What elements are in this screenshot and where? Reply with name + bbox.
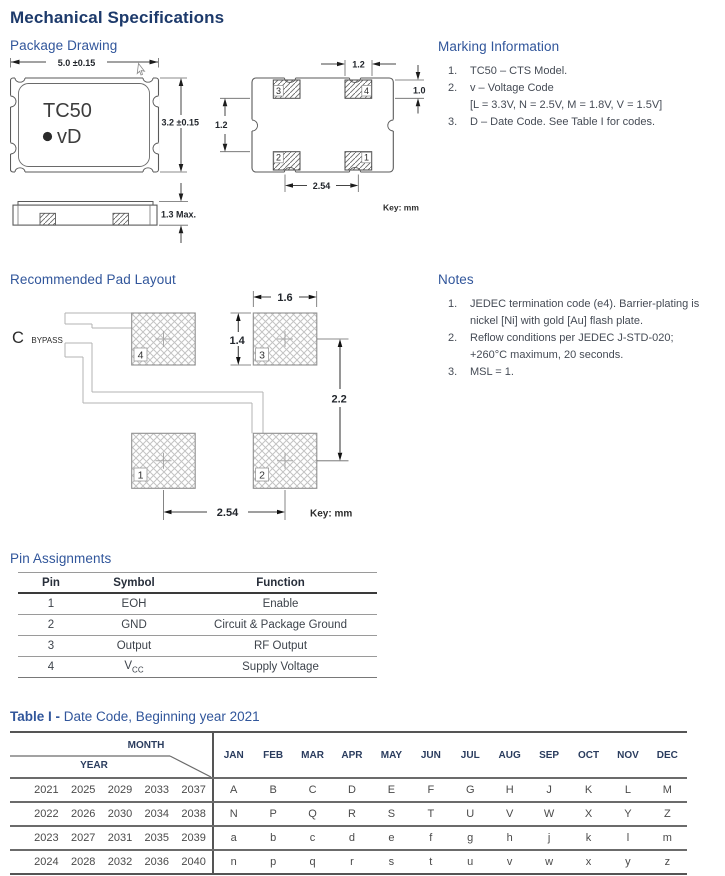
month-header: DEC <box>656 749 678 761</box>
list-item <box>448 63 718 80</box>
code-cell: c <box>309 832 316 844</box>
year-cell: 2022 <box>34 808 59 820</box>
code-cell: w <box>545 856 554 868</box>
table-row <box>10 827 687 851</box>
list-item-number: 2. <box>448 332 458 344</box>
code-cell: T <box>427 808 435 820</box>
code-cell: p <box>270 856 277 868</box>
svg-text:2.2: 2.2 <box>331 393 347 406</box>
code-group <box>212 779 687 801</box>
svg-text:2.54: 2.54 <box>312 181 331 191</box>
pin1-dot <box>43 132 52 141</box>
code-cell: l <box>626 832 630 844</box>
table-row <box>10 779 687 803</box>
units-key: Key: mm <box>383 202 419 213</box>
code-cell: N <box>229 808 238 820</box>
dimension-layout-pad-height <box>228 313 251 365</box>
year-cell: 2029 <box>107 784 133 796</box>
bypass-capacitor-label: C BYPASS <box>12 329 63 347</box>
list-item-text: [L = 3.3V, N = 2.5V, M = 1.8V, V = 1.5V] <box>470 99 663 111</box>
year-group <box>10 779 212 801</box>
year-cell: 2023 <box>34 832 59 844</box>
month-header: FEB <box>263 749 284 761</box>
year-cell: 2036 <box>144 856 170 868</box>
year-cell: 2038 <box>181 808 206 820</box>
month-header: MAR <box>301 749 324 761</box>
list-item-number: 1. <box>448 298 458 310</box>
list-item <box>448 80 718 97</box>
list-item-text: v – Voltage Code <box>470 82 554 94</box>
code-cell: L <box>624 784 631 796</box>
function-cell: Enable <box>262 598 299 610</box>
code-cell: n <box>230 856 237 868</box>
code-cell: t <box>429 856 433 868</box>
code-cell: U <box>466 808 475 820</box>
pin-assignments-table <box>18 572 377 678</box>
function-cell: Circuit & Package Ground <box>214 619 347 631</box>
year-cell: 2040 <box>181 856 206 868</box>
code-cell: g <box>467 832 474 844</box>
dimension-layout-col-pitch <box>164 490 286 520</box>
dimension-pad-width <box>321 60 396 76</box>
pad-layout-figure <box>10 290 430 532</box>
code-cell: E <box>387 784 396 796</box>
function-cell: Supply Voltage <box>242 661 319 673</box>
month-header: SEP <box>539 749 560 761</box>
dimension-pad-pitch <box>285 175 358 193</box>
code-cell: z <box>664 856 671 868</box>
code-cell: D <box>348 784 356 796</box>
code-cell: W <box>543 808 555 820</box>
svg-text:1.4: 1.4 <box>229 334 245 347</box>
symbol-subscript: CC <box>132 665 144 675</box>
table-header-row <box>18 573 377 594</box>
list-item-number: 2. <box>448 82 458 94</box>
table-row <box>18 594 377 615</box>
list-item-text: JEDEC termination code (e4). Barrier-plating is nickel [Ni] with gold [Au] flash plate. <box>470 298 700 327</box>
svg-text:1: 1 <box>137 469 144 482</box>
layout-pads <box>132 313 317 488</box>
svg-text:1.3 Max.: 1.3 Max. <box>161 209 197 220</box>
section-heading-pin-assignments: Pin Assignments <box>10 551 112 566</box>
package-drawing-figure <box>10 58 430 248</box>
table-number: Table I - <box>10 709 61 724</box>
column-header-function: Function <box>256 576 305 589</box>
code-cell: J <box>546 784 552 796</box>
svg-text:3.2 ±0.15: 3.2 ±0.15 <box>161 117 199 128</box>
code-cell: j <box>547 832 551 844</box>
pin-cell: 1 <box>47 598 55 610</box>
svg-text:2.54: 2.54 <box>216 507 239 519</box>
function-cell: RF Output <box>253 640 308 652</box>
corner-header-cell <box>10 733 212 777</box>
code-cell: P <box>269 808 277 820</box>
svg-text:3: 3 <box>259 349 266 362</box>
code-cell: s <box>388 856 395 868</box>
dimension-thickness <box>159 183 196 243</box>
date-code-table <box>10 731 687 875</box>
table-row <box>10 851 687 873</box>
list-item <box>448 364 704 381</box>
code-cell: Q <box>308 808 317 820</box>
year-cell: 2035 <box>144 832 170 844</box>
pin-cell: 2 <box>47 619 55 631</box>
svg-text:1: 1 <box>363 152 370 163</box>
code-cell: u <box>467 856 474 868</box>
svg-text:4: 4 <box>137 349 144 362</box>
year-cell: 2021 <box>34 784 59 796</box>
code-cell: f <box>429 832 433 844</box>
dimension-body-width <box>11 58 159 68</box>
code-cell: r <box>350 856 354 868</box>
table-caption: Date Code, Beginning year 2021 <box>60 709 260 724</box>
section-heading-marking-information: Marking Information <box>438 39 560 54</box>
section-heading-notes: Notes <box>438 272 474 287</box>
month-header: JAN <box>223 749 244 761</box>
list-item-continuation <box>448 97 718 114</box>
month-header: NOV <box>617 749 639 761</box>
dimension-pad-row-gap <box>214 98 250 151</box>
svg-text:1.2: 1.2 <box>215 119 228 130</box>
svg-text:2: 2 <box>275 152 282 163</box>
code-cell: C <box>308 784 317 796</box>
symbol-cell <box>84 660 184 674</box>
symbol-main: V <box>124 659 133 672</box>
month-headers <box>212 733 687 777</box>
section-heading-package-drawing: Package Drawing <box>10 38 118 53</box>
code-cell: h <box>506 832 513 844</box>
svg-text:1.0: 1.0 <box>413 85 426 96</box>
list-item-text: TC50 – CTS Model. <box>470 65 568 77</box>
svg-text:1.2: 1.2 <box>352 59 365 70</box>
code-cell: F <box>427 784 435 796</box>
year-group <box>10 827 212 849</box>
code-group <box>212 851 687 873</box>
month-header: JUN <box>420 749 441 761</box>
code-cell: R <box>348 808 356 820</box>
code-cell: a <box>230 832 237 844</box>
month-header: APR <box>341 749 363 761</box>
svg-text:4: 4 <box>363 85 370 96</box>
column-header-symbol: Symbol <box>113 576 155 589</box>
table-row <box>18 615 377 636</box>
month-header: MAY <box>380 749 403 761</box>
list-item-number: 1. <box>448 65 458 77</box>
pin-cell: 4 <box>47 661 55 673</box>
list-item <box>448 296 704 330</box>
package-top-view <box>10 77 159 173</box>
year-cell: 2024 <box>34 856 59 868</box>
year-cell: 2033 <box>144 784 170 796</box>
month-header: OCT <box>577 749 600 761</box>
code-cell: S <box>387 808 396 820</box>
code-cell: k <box>585 832 592 844</box>
code-cell: K <box>584 784 593 796</box>
year-cell: 2027 <box>70 832 96 844</box>
code-cell: G <box>465 784 475 796</box>
code-cell: y <box>625 856 631 868</box>
year-cell: 2026 <box>70 808 96 820</box>
voltage-date-marking-text: vD <box>57 126 82 148</box>
month-axis-label: MONTH <box>127 740 165 751</box>
package-bottom-view <box>251 77 395 174</box>
list-item <box>448 114 718 131</box>
symbol-cell: GND <box>121 619 147 631</box>
code-cell: b <box>270 832 277 844</box>
code-cell: m <box>662 832 672 844</box>
column-header-pin: Pin <box>42 576 60 589</box>
dimension-layout-row-pitch <box>317 339 352 461</box>
code-cell: M <box>662 784 672 796</box>
units-key: Key: mm <box>310 508 353 520</box>
symbol-cell: Output <box>116 640 152 652</box>
page-title: Mechanical Specifications <box>10 8 225 27</box>
code-cell: B <box>269 784 277 796</box>
table-row <box>18 636 377 657</box>
code-cell: d <box>348 832 356 844</box>
year-group <box>10 803 212 825</box>
list-item-text: D – Date Code. See Table I for codes. <box>470 116 656 128</box>
code-cell: Y <box>624 808 632 820</box>
list-item <box>448 330 704 364</box>
cursor-artifact-icon <box>137 64 144 76</box>
svg-text:5.0 ±0.15: 5.0 ±0.15 <box>57 58 96 68</box>
dimension-layout-pad-width <box>253 291 316 307</box>
code-cell: e <box>388 832 395 844</box>
month-header: JUL <box>460 749 480 761</box>
table-row <box>10 803 687 827</box>
svg-text:1.6: 1.6 <box>277 292 293 304</box>
code-cell: v <box>506 856 513 868</box>
symbol-cell: EOH <box>121 598 147 610</box>
list-item-number: 3. <box>448 116 458 128</box>
year-cell: 2034 <box>144 808 170 820</box>
year-cell: 2039 <box>181 832 206 844</box>
year-cell: 2030 <box>107 808 133 820</box>
date-code-table-title <box>10 709 260 724</box>
code-group <box>212 803 687 825</box>
code-cell: H <box>505 784 514 796</box>
list-item-text: Reflow conditions per JEDEC J-STD-020; +260°C maximum, 20 seconds. <box>470 332 674 361</box>
list-item-number <box>448 97 470 114</box>
month-header: AUG <box>498 749 521 761</box>
code-cell: A <box>230 784 238 796</box>
list-item-text: MSL = 1. <box>470 366 514 378</box>
year-cell: 2028 <box>70 856 96 868</box>
table-row <box>18 657 377 678</box>
year-group <box>10 851 212 873</box>
dimension-pad-height <box>395 65 426 114</box>
list-item-number: 3. <box>448 366 458 378</box>
year-cell: 2037 <box>181 784 206 796</box>
notes-list <box>448 296 704 381</box>
dimension-body-height <box>160 78 204 172</box>
code-group <box>212 827 687 849</box>
code-cell: Z <box>663 808 671 820</box>
marking-information-list <box>448 63 718 131</box>
year-cell: 2032 <box>107 856 133 868</box>
model-marking-text: TC50 <box>43 100 92 122</box>
year-cell: 2031 <box>107 832 133 844</box>
year-cell: 2025 <box>70 784 96 796</box>
code-cell: V <box>505 808 514 820</box>
pin-cell: 3 <box>47 640 55 652</box>
code-cell: x <box>585 856 592 868</box>
svg-text:2: 2 <box>259 469 266 482</box>
year-axis-label: YEAR <box>80 760 108 771</box>
svg-text:3: 3 <box>275 85 282 96</box>
package-side-view <box>13 202 157 226</box>
code-cell: X <box>584 808 593 820</box>
code-cell: q <box>309 856 316 868</box>
table-header-row <box>10 733 687 779</box>
section-heading-pad-layout: Recommended Pad Layout <box>10 272 176 287</box>
